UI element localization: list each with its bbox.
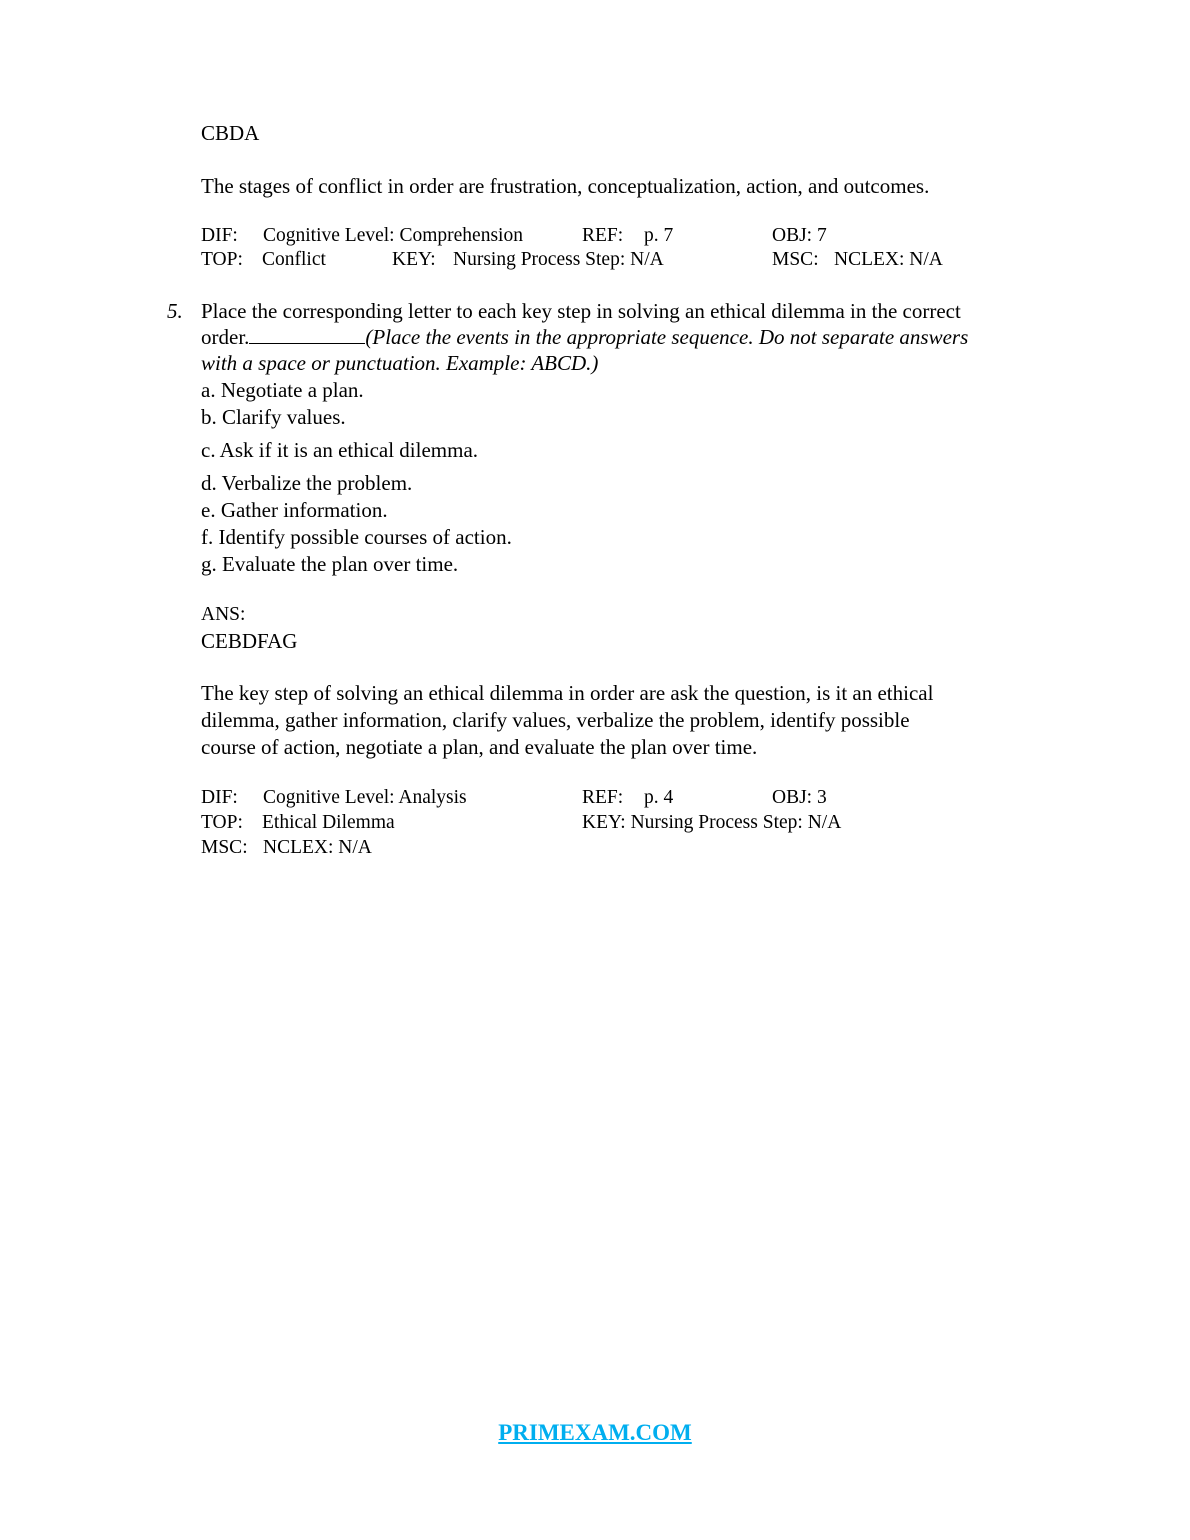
ref-value: p. 7 — [644, 225, 674, 246]
primexam-link[interactable]: PRIMEXAM.COM — [498, 1420, 692, 1445]
dif-label: DIF: — [201, 225, 238, 246]
footer — [0, 1420, 1190, 1446]
dif-label: DIF: — [201, 787, 238, 808]
option-d: d. Verbalize the problem. — [201, 471, 413, 495]
key-value: Nursing Process Step: N/A — [453, 249, 664, 270]
ref-label: REF: — [582, 225, 624, 246]
question-text: order. — [201, 325, 250, 349]
answer-blank — [249, 325, 365, 344]
answer-value: CEBDFAG — [201, 629, 298, 653]
obj-value: OBJ: 3 — [772, 787, 827, 808]
question-instruction: with a space or punctuation. Example: ABCD.) — [201, 351, 599, 375]
key-label: KEY: — [392, 249, 436, 270]
previous-rationale: The stages of conflict in order are frustration, conceptualization, action, and outcomes. — [201, 174, 930, 198]
question-instruction: (Place the events in the appropriate sequence. Do not separate answers — [365, 325, 969, 349]
answer-label: ANS: — [201, 604, 246, 625]
question-text-line1: Place the corresponding letter to each key step in solving an ethical dilemma in the correct — [201, 299, 961, 323]
option-g: g. Evaluate the plan over time. — [201, 552, 459, 576]
top-value: Conflict — [262, 249, 326, 270]
option-a: a. Negotiate a plan. — [201, 378, 364, 402]
msc-label: MSC: — [772, 249, 819, 270]
top-value: Ethical Dilemma — [262, 812, 395, 833]
dif-value: Cognitive Level: Analysis — [263, 787, 467, 808]
question-text-line2 — [201, 325, 968, 349]
option-c: c. Ask if it is an ethical dilemma. — [201, 438, 479, 462]
rationale-line: course of action, negotiate a plan, and evaluate the plan over time. — [201, 735, 758, 759]
msc-value: NCLEX: N/A — [834, 249, 943, 270]
dif-value: Cognitive Level: Comprehension — [263, 225, 523, 246]
question-instruction-line3 — [201, 351, 598, 375]
question-number: 5. — [167, 299, 183, 323]
ref-value: p. 4 — [644, 787, 674, 808]
ref-label: REF: — [582, 787, 624, 808]
key-value: KEY: Nursing Process Step: N/A — [582, 812, 842, 833]
option-e: e. Gather information. — [201, 498, 388, 522]
option-b: b. Clarify values. — [201, 405, 346, 429]
rationale-line: The key step of solving an ethical dilemma in order are ask the question, is it an ethical — [201, 681, 934, 705]
previous-answer: CBDA — [201, 121, 260, 145]
option-f: f. Identify possible courses of action. — [201, 525, 512, 549]
rationale-line: dilemma, gather information, clarify values, verbalize the problem, identify possible — [201, 708, 910, 732]
msc-label: MSC: — [201, 837, 248, 858]
obj-value: OBJ: 7 — [772, 225, 827, 246]
top-label: TOP: — [201, 249, 243, 270]
msc-value: NCLEX: N/A — [263, 837, 372, 858]
top-label: TOP: — [201, 812, 243, 833]
